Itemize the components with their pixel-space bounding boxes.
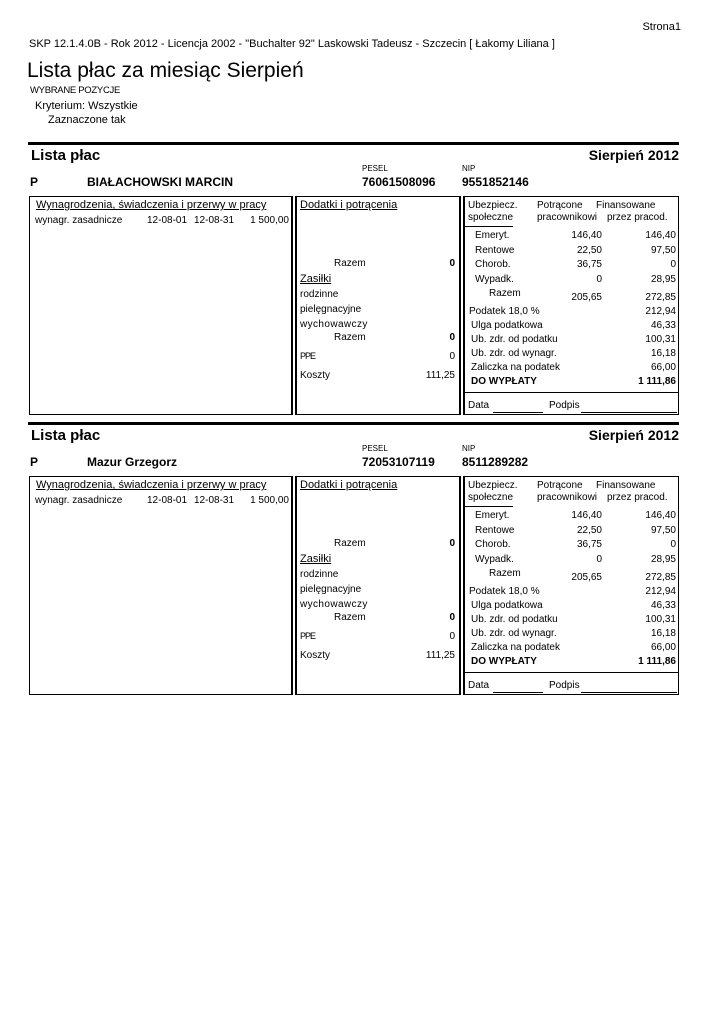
ins-total-emp: 205,65 <box>571 572 602 583</box>
wage-name: wynagr. zasadnicze <box>35 495 123 506</box>
additions-header: Dodatki i potrącenia <box>300 199 398 211</box>
date-line <box>493 692 543 693</box>
wage-amount: 1 500,00 <box>250 495 289 506</box>
benefit-care: pielęgnacyjne <box>300 304 362 315</box>
system-header-line: SKP 12.1.4.0B - Rok 2012 - Licencja 2002 - "Buchalter 92" Laskowski Tadeusz - Szczecin [ Łakomy Liliana ] <box>29 38 555 50</box>
emeryt-label: Emeryt. <box>475 510 510 521</box>
section-divider <box>28 142 679 145</box>
chorob-emp: 36,75 <box>576 539 602 550</box>
pesel-value: 76061508096 <box>362 175 436 189</box>
health-from-tax-value: 100,31 <box>645 334 676 345</box>
benefits-header: Zasiłki <box>300 273 332 285</box>
to-pay-label: DO WYPŁATY <box>471 656 537 667</box>
nip-label: NIP <box>462 164 476 173</box>
costs-value: 111,25 <box>425 370 455 381</box>
ins-col3-h1: Finansowane <box>596 480 656 491</box>
date-line <box>493 412 543 413</box>
health-from-wage-label: Ub. zdr. od wynagr. <box>471 348 557 359</box>
section-title: Lista płac <box>31 147 101 164</box>
ins-total-emp: 205,65 <box>571 292 602 303</box>
ins-col1-h2: społeczne <box>468 492 514 503</box>
section-divider <box>28 422 679 425</box>
health-from-tax-value: 100,31 <box>645 614 676 625</box>
wypadk-emp: 0 <box>596 554 602 565</box>
additions-header: Dodatki i potrącenia <box>300 479 398 491</box>
tax-value: 212,94 <box>645 306 676 317</box>
signature-line <box>581 412 677 413</box>
additions-box <box>296 196 460 415</box>
rentowe-label: Rentowe <box>475 245 515 256</box>
nip-label: NIP <box>462 444 476 453</box>
ins-col1-h1: Ubezpiecz. <box>468 480 518 491</box>
benefits-razem-label: Razem <box>334 612 366 623</box>
tax-label: Podatek 18,0 % <box>469 306 540 317</box>
page-title: Lista płac za miesiąc Sierpień <box>27 59 304 82</box>
benefits-header: Zasiłki <box>300 553 332 565</box>
date-label: Data <box>468 680 490 691</box>
pesel-label: PESEL <box>362 164 388 173</box>
ppe-value: 0 <box>449 631 455 642</box>
tax-advance-value: 66,00 <box>650 362 676 373</box>
wypadk-label: Wypadk. <box>475 274 514 285</box>
benefits-total: 0 <box>449 612 455 623</box>
pesel-label: PESEL <box>362 444 388 453</box>
insurance-box <box>464 476 679 695</box>
wage-to: 12-08-31 <box>194 215 235 226</box>
ins-col1-h1: Ubezpiecz. <box>468 200 518 211</box>
ins-col3-h1: Finansowane <box>596 200 656 211</box>
tax-advance-label: Zaliczka na podatek <box>471 362 560 373</box>
employee-type: P <box>30 455 39 469</box>
tax-relief-label: Ulga podatkowa <box>471 600 543 611</box>
signature-label: Podpis <box>549 680 580 691</box>
payroll-section <box>28 422 679 698</box>
nip-value: 9551852146 <box>462 175 529 189</box>
page-number: Strona1 <box>642 21 681 33</box>
tax-label: Podatek 18,0 % <box>469 586 540 597</box>
emeryt-label: Emeryt. <box>475 230 510 241</box>
section-title: Lista płac <box>31 427 101 444</box>
signature-line <box>581 692 677 693</box>
wage-amount: 1 500,00 <box>250 215 289 226</box>
health-from-tax-label: Ub. zdr. od podatku <box>471 334 558 345</box>
costs-value: 111,25 <box>425 650 455 661</box>
ins-col2-h1: Potrącone <box>537 480 583 491</box>
header-underline <box>465 506 513 507</box>
section-month: Sierpień 2012 <box>588 427 679 443</box>
ppe-label: PPE <box>300 631 316 641</box>
benefit-care: pielęgnacyjne <box>300 584 362 595</box>
ins-total-er: 272,85 <box>645 292 676 303</box>
to-pay-label: DO WYPŁATY <box>471 376 537 387</box>
ins-col3-h2: przez pracod. <box>607 212 668 223</box>
signature-label: Podpis <box>549 400 580 411</box>
benefit-parental: wychowawczy <box>300 319 368 330</box>
date-label: Data <box>468 400 490 411</box>
additions-razem-label: Razem <box>334 258 366 269</box>
costs-label: Koszty <box>300 370 331 381</box>
ins-razem-label: Razem <box>489 288 521 299</box>
benefits-total: 0 <box>449 332 455 343</box>
wypadk-emp: 0 <box>596 274 602 285</box>
health-from-wage-value: 16,18 <box>650 348 676 359</box>
to-pay-value: 1 111,86 <box>638 656 676 667</box>
emeryt-emp: 146,40 <box>571 510 602 521</box>
header-underline <box>465 226 513 227</box>
ins-col2-h2: pracownikowi <box>537 212 598 223</box>
health-from-tax-label: Ub. zdr. od podatku <box>471 614 558 625</box>
insurance-box <box>464 196 679 415</box>
employee-type: P <box>30 175 39 189</box>
ppe-label: PPE <box>300 351 316 361</box>
wage-from: 12-08-01 <box>147 215 188 226</box>
payroll-section <box>28 142 679 418</box>
wypadk-label: Wypadk. <box>475 554 514 565</box>
nip-value: 8511289282 <box>462 455 529 469</box>
signature-divider <box>465 392 678 393</box>
rentowe-emp: 22,50 <box>576 245 602 256</box>
additions-total: 0 <box>449 258 455 269</box>
additions-total: 0 <box>449 538 455 549</box>
health-from-wage-value: 16,18 <box>650 628 676 639</box>
costs-label: Koszty <box>300 650 331 661</box>
wypadk-er: 28,95 <box>650 554 676 565</box>
rentowe-er: 97,50 <box>650 245 676 256</box>
marked-text: Zaznaczone tak <box>48 114 126 126</box>
tax-relief-value: 46,33 <box>650 600 676 611</box>
employee-name: Mazur Grzegorz <box>87 455 178 469</box>
signature-divider <box>465 672 678 673</box>
tax-relief-label: Ulga podatkowa <box>471 320 543 331</box>
benefit-parental: wychowawczy <box>300 599 368 610</box>
additions-box <box>296 476 460 695</box>
benefit-family: rodzinne <box>300 289 339 300</box>
ins-total-er: 272,85 <box>645 572 676 583</box>
wages-header: Wynagrodzenia, świadczenia i przerwy w pracy <box>36 479 267 491</box>
employee-name: BIAŁACHOWSKI MARCIN <box>87 175 233 189</box>
criterion-text: Kryterium: Wszystkie <box>35 100 138 112</box>
wages-box <box>29 476 292 695</box>
ppe-value: 0 <box>449 351 455 362</box>
rentowe-er: 97,50 <box>650 525 676 536</box>
pesel-value: 72053107119 <box>362 455 435 469</box>
tax-relief-value: 46,33 <box>650 320 676 331</box>
rentowe-label: Rentowe <box>475 525 515 536</box>
health-from-wage-label: Ub. zdr. od wynagr. <box>471 628 557 639</box>
wages-box <box>29 196 292 415</box>
benefits-razem-label: Razem <box>334 332 366 343</box>
ins-razem-label: Razem <box>489 568 521 579</box>
tax-advance-label: Zaliczka na podatek <box>471 642 560 653</box>
emeryt-emp: 146,40 <box>571 230 602 241</box>
tax-advance-value: 66,00 <box>650 642 676 653</box>
chorob-er: 0 <box>670 259 676 270</box>
chorob-er: 0 <box>670 539 676 550</box>
wypadk-er: 28,95 <box>650 274 676 285</box>
emeryt-er: 146,40 <box>645 230 676 241</box>
section-month: Sierpień 2012 <box>588 147 679 163</box>
chorob-label: Chorob. <box>475 259 511 270</box>
ins-col2-h2: pracownikowi <box>537 492 598 503</box>
benefit-family: rodzinne <box>300 569 339 580</box>
wage-name: wynagr. zasadnicze <box>35 215 123 226</box>
wage-from: 12-08-01 <box>147 495 188 506</box>
additions-razem-label: Razem <box>334 538 366 549</box>
selection-subtitle: WYBRANE POZYCJE <box>30 85 120 96</box>
emeryt-er: 146,40 <box>645 510 676 521</box>
ins-col2-h1: Potrącone <box>537 200 583 211</box>
chorob-emp: 36,75 <box>576 259 602 270</box>
wages-header: Wynagrodzenia, świadczenia i przerwy w pracy <box>36 199 267 211</box>
to-pay-value: 1 111,86 <box>638 376 676 387</box>
ins-col3-h2: przez pracod. <box>607 492 668 503</box>
tax-value: 212,94 <box>645 586 676 597</box>
chorob-label: Chorob. <box>475 539 511 550</box>
rentowe-emp: 22,50 <box>576 525 602 536</box>
ins-col1-h2: społeczne <box>468 212 514 223</box>
wage-to: 12-08-31 <box>194 495 235 506</box>
